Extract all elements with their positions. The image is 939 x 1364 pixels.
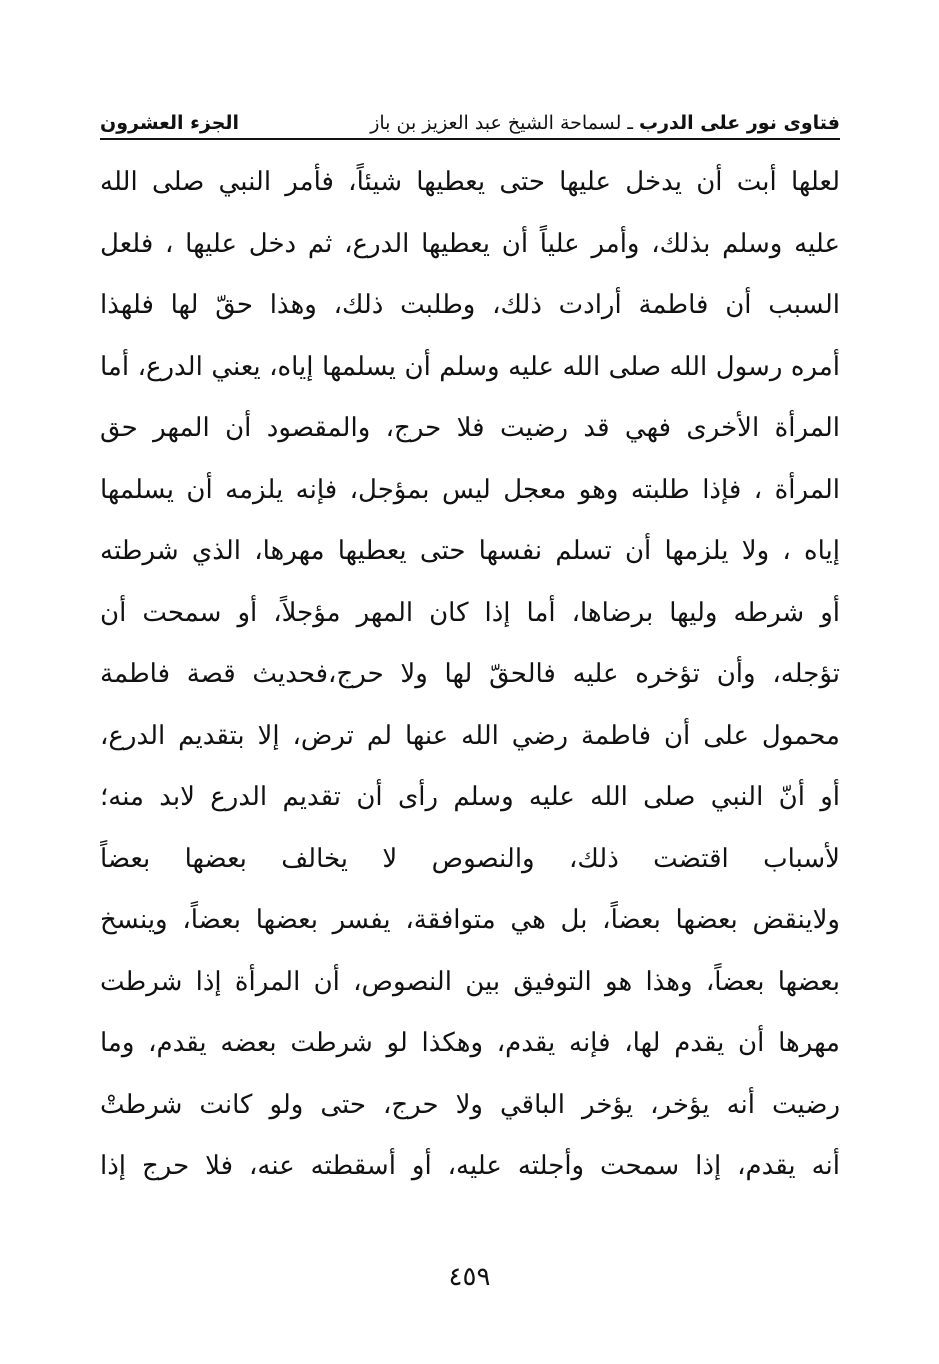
text-line: المرأة ، فإذا طلبته وهو معجل ليس بمؤجل، فإنه يلزمه أن يسلمها <box>100 474 840 505</box>
body-text <box>100 152 840 1198</box>
text-line: بعضها بعضاً، وهذا هو التوفيق بين النصوص، أن المرأة إذا شرطت <box>100 966 840 997</box>
text-line: أو شرطه وليها برضاها، أما إذا كان المهر مؤجلاً، أو سمحت أن <box>100 597 840 628</box>
text-line: تؤجله، وأن تؤخره عليه فالحقّ لها ولا حرج،فحديث قصة فاطمة <box>100 659 840 689</box>
text-line: لعلها أبت أن يدخل عليها حتى يعطيها شيئاً، فأمر النبي صلى الله <box>100 167 840 197</box>
header-separator: ـ <box>627 112 633 134</box>
text-line: السبب أن فاطمة أرادت ذلك، وطلبت ذلك، وهذا حقّ لها فلهذا <box>100 290 840 320</box>
text-line: عليه وسلم بذلك، وأمر علياً أن يعطيها الدرع، ثم دخل عليها ، فلعل <box>100 228 840 259</box>
text-line: محمول على أن فاطمة رضي الله عنها لم ترض، إلا بتقديم الدرع، <box>100 720 840 751</box>
text-line: أمره رسول الله صلى الله عليه وسلم أن يسلمها إياه، يعني الدرع، أما <box>100 351 840 382</box>
author-name: لسماحة الشيخ عبد العزيز بن باز <box>370 112 622 134</box>
part-title: الجزء العشرون <box>100 112 240 134</box>
running-header <box>100 100 840 140</box>
text-line: أو أنّ النبي صلى الله عليه وسلم رأى أن تقديم الدرع لابد منه؛ <box>100 782 840 812</box>
book-title: فتاوى نور على الدرب <box>639 112 840 134</box>
text-line: ولاينقض بعضها بعضاً، بل هي متوافقة، يفسر بعضها بعضاً، وينسخ <box>100 905 840 935</box>
text-line: مهرها أن يقدم لها، فإنه يقدم، وهكذا لو شرطت بعضه يقدم، وما <box>100 1028 840 1058</box>
text-line: لأسباب اقتضت ذلك، والنصوص لا يخالف بعضها بعضاً <box>100 843 840 874</box>
text-line: المرأة الأخرى فهي قد رضيت فلا حرج، والمقصود أن المهر حق <box>100 413 840 443</box>
text-line: رضيت أنه يؤخر، يؤخر الباقي ولا حرج، حتى ولو كانت شرطتْ <box>100 1089 840 1120</box>
text-line: أنه يقدم، إذا سمحت وأجلته عليه، أو أسقطته عنه، فلا حرج إذا <box>100 1151 840 1181</box>
text-line: إياه ، ولا يلزمها أن تسلم نفسها حتى يعطيها مهرها، الذي شرطته <box>100 536 840 566</box>
page-number: ٤٥٩ <box>448 1262 491 1292</box>
